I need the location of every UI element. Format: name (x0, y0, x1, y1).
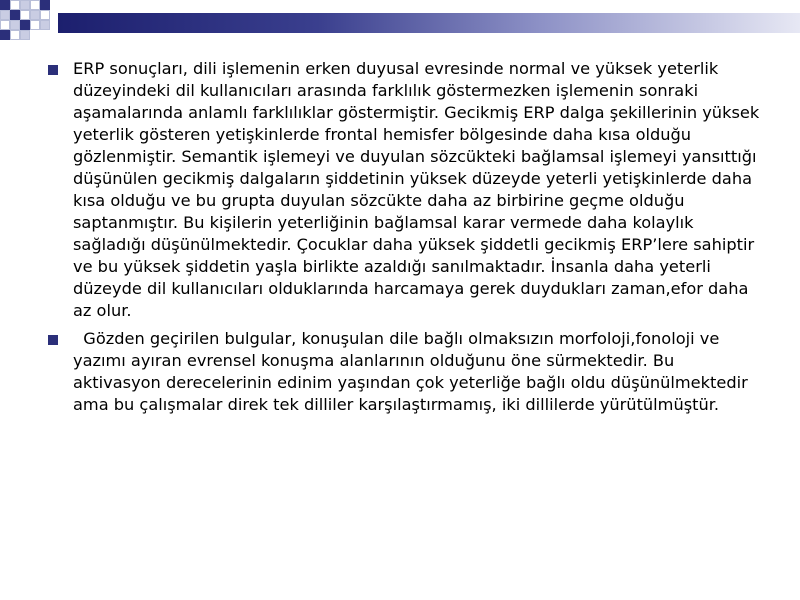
bullet-text: Gözden geçirilen bulgular, konuşulan dile bağlı olmaksızın morfoloji,fonoloji ve yazımı ayıran evrensel konuşma alanlarının olduğunu öne sürmektedir. Bu aktivasyon derecelerinin edinim yaşından çok yeterliğe bağlı oldu düşünülmektedir ama bu çalışmalar direk tek dilliler karşılaştırmamış, iki dillilerde yürütülmüştür. (73, 329, 753, 414)
checker-square (20, 20, 30, 30)
title-gradient-bar (58, 13, 800, 33)
checker-square (10, 30, 20, 40)
checker-square (0, 0, 10, 10)
bullet-item (48, 58, 764, 322)
checker-square (0, 10, 10, 20)
slide-content (48, 58, 764, 422)
checker-square (10, 0, 20, 10)
bullet-item (48, 328, 764, 416)
checker-square (40, 20, 50, 30)
checker-square (30, 0, 40, 10)
checker-square (30, 20, 40, 30)
checker-square (10, 20, 20, 30)
decorative-checker-squares (0, 0, 60, 42)
checker-square (0, 30, 10, 40)
checker-square (40, 0, 50, 10)
square-bullet-icon (48, 335, 58, 345)
checker-square (10, 10, 20, 20)
square-bullet-icon (48, 65, 58, 75)
checker-square (40, 10, 50, 20)
checker-square (20, 10, 30, 20)
checker-square (20, 30, 30, 40)
checker-square (30, 10, 40, 20)
bullet-text: ERP sonuçları, dili işlemenin erken duyusal evresinde normal ve yüksek yeterlik düzeyindeki dil kullanıcıları arasında farklılık göstermezken işlemenin sonraki aşamalarında anlamlı farklılıklar göstermiştir. Gecikmiş ERP dalga şekillerinin yüksek yeterlik gösteren yetişkinlerde frontal hemisfer bölgesinde daha kısa olduğu gözlenmiştir. Semantik işlemeyi ve duyulan sözcükteki bağlamsal işlemeyi yansıttığı düşünülen gecikmiş dalgaların şiddetinin yüksek düzeyde yeterli yetişkinlerde daha kısa olduğu ve bu grupta duyulan sözcükte daha az birbirine geçme olduğu saptanmıştır. Bu kişilerin yeterliğinin bağlamsal karar vermede daha kolaylık sağladığı düşünülmektedir. Çocuklar daha yüksek şiddetli gecikmiş ERP’lere sahiptir ve bu yüksek şiddetin yaşla birlikte azaldığı sanılmaktadır. İnsanla daha yeterli düzeyde dil kullanıcıları olduklarında harcamaya gerek duydukları zaman,efor daha az olur. (73, 59, 760, 320)
checker-square (20, 0, 30, 10)
checker-square (0, 20, 10, 30)
